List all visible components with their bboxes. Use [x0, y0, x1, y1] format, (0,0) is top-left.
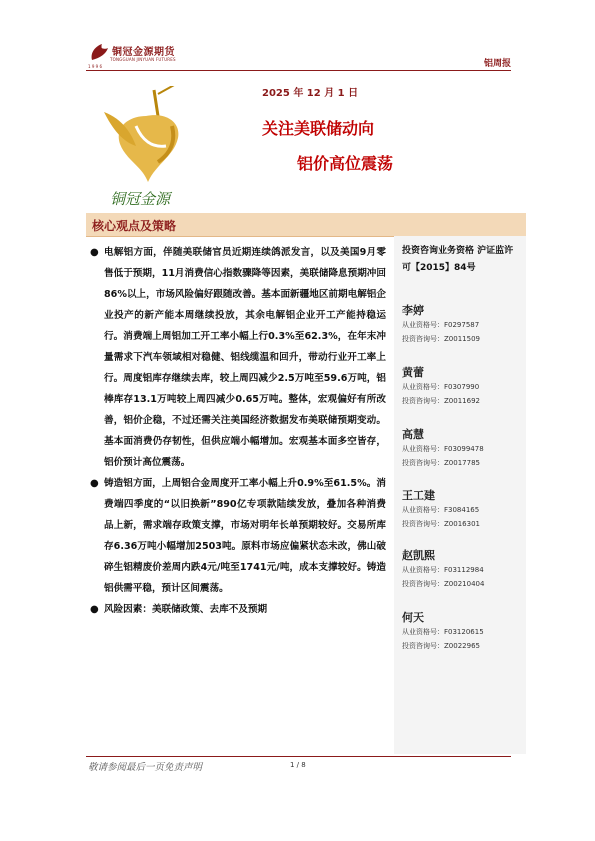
- footer-divider: [86, 756, 511, 757]
- advisor-number: Z00210404: [444, 580, 485, 588]
- advisor-line: [402, 578, 522, 591]
- advisor-label: 投资咨询号：: [402, 580, 444, 588]
- qual-label: 从业资格号：: [402, 506, 444, 514]
- logo-year: 1 9 9 6: [88, 64, 102, 69]
- qual-number: F3084165: [444, 506, 480, 514]
- analyst-name: 黄蕾: [402, 366, 424, 379]
- qual-line: [402, 626, 522, 639]
- qual-number: F03120615: [444, 628, 484, 636]
- company-name-cn: 铜冠金源期货: [112, 47, 175, 58]
- qual-line: [402, 564, 522, 577]
- qual-label: 从业资格号：: [402, 566, 444, 574]
- report-type-label: 铝周报: [483, 59, 511, 69]
- analyst-name: 李婷: [402, 304, 424, 317]
- analyst-sidebar: [394, 236, 526, 754]
- analyst-card: [402, 489, 522, 531]
- bullet-icon: ●: [90, 247, 99, 258]
- qual-label: 从业资格号：: [402, 383, 444, 391]
- page-number: 1 / 8: [290, 761, 306, 769]
- qual-number: F0307990: [444, 383, 480, 391]
- advisor-number: Z0011509: [444, 335, 480, 343]
- analyst-name: 何天: [402, 611, 424, 624]
- analyst-card: [402, 549, 522, 591]
- report-title-line1: 关注美联储动向: [262, 119, 375, 138]
- analyst-name: 赵凯熙: [402, 549, 435, 562]
- logo-caption: 铜冠金源: [110, 190, 171, 208]
- qual-label: 从业资格号：: [402, 628, 444, 636]
- advisor-label: 投资咨询号：: [402, 459, 444, 467]
- analyst-name: 王工建: [402, 489, 435, 502]
- header-divider: [86, 70, 511, 71]
- bullet-aluminum: [88, 242, 386, 473]
- bullet-risk: [88, 599, 386, 620]
- qual-line: [402, 319, 522, 332]
- company-logo: [88, 40, 188, 70]
- bullet-icon: ●: [90, 604, 99, 615]
- bullet-text: 电解铝方面，伴随美联储官员近期连续鸽派发言，以及美国9月零售低于预期，11月消费信心指数骤降等因素，美联储降息预期冲回86%以上，市场风险偏好跟随改善。基本面新疆地区前期电解铝企业投产的新产能本周继续投放，其余电解铝企业开工产能持稳运行。消费端上周铝加工开工率小幅上行0.3%至62.3%，在年末冲量需求下汽车领域相对稳健、铝线缆温和回升，带动行业开工率上行。周度铝库存继续去库，较上周四减少2.5万吨至59.6万吨，铝棒库存13.1万吨较上周四减少0.65万吨。整体，宏观偏好有所改善，铝价企稳，不过还需关注美国经济数据发布美联储预期变动。基本面消费仍存韧性，但供应端小幅增加。宏观基本面多空皆存，铝价预计高位震荡。: [104, 247, 386, 468]
- qualification-text: 投资咨询业务资格 沪证监许可【2015】84号: [402, 246, 514, 273]
- advisor-number: Z0016301: [444, 520, 480, 528]
- advisor-line: [402, 640, 522, 653]
- company-name-en: TONGGUAN JINYUAN FUTURES: [110, 57, 176, 62]
- core-views-body: [88, 242, 386, 620]
- analyst-card: [402, 366, 522, 408]
- qual-number: F03099478: [444, 445, 484, 453]
- advisor-line: [402, 518, 522, 531]
- qual-line: [402, 504, 522, 517]
- qual-number: F0297587: [444, 321, 480, 329]
- advisor-number: Z0022965: [444, 642, 480, 650]
- report-date: 2025 年 12 月 1 日: [262, 88, 359, 99]
- calligraphy-logo-image: [96, 86, 206, 216]
- analyst-name: 高慧: [402, 428, 424, 441]
- bullet-text: 铸造铝方面，上周铝合金周度开工率小幅上升0.9%至61.5%。消费端四季度的“以旧换新”890亿专项款陆续发放，叠加各种消费品上新，需求端存政策支撑，市场对明年长单预期较好。交易所库存6.36万吨小幅增加2503吨。原料市场应偏紧状态未改，佛山破碎生铝精废价差周内跌4元/吨至1741元/吨，成本支撑较好。铸造铝供需平稳，预计区间震荡。: [104, 478, 386, 594]
- bullet-text: 风险因素：美联储政策、去库不及预期: [104, 604, 268, 615]
- section-header: [86, 213, 526, 237]
- analyst-card: [402, 304, 522, 346]
- advisor-line: [402, 333, 522, 346]
- analyst-card: [402, 428, 522, 470]
- advisor-label: 投资咨询号：: [402, 642, 444, 650]
- qual-label: 从业资格号：: [402, 445, 444, 453]
- advisor-line: [402, 395, 522, 408]
- advisor-label: 投资咨询号：: [402, 520, 444, 528]
- report-title-line2: 铝价高位震荡: [297, 154, 394, 173]
- advisor-label: 投资咨询号：: [402, 335, 444, 343]
- qual-number: F03112984: [444, 566, 484, 574]
- qual-label: 从业资格号：: [402, 321, 444, 329]
- qual-line: [402, 443, 522, 456]
- advisor-line: [402, 457, 522, 470]
- advisor-number: Z0011692: [444, 397, 480, 405]
- company-emblem-icon: [88, 40, 112, 66]
- section-title: 核心观点及策略: [92, 219, 177, 233]
- advisor-label: 投资咨询号：: [402, 397, 444, 405]
- qual-line: [402, 381, 522, 394]
- advisor-number: Z0017785: [444, 459, 480, 467]
- analyst-card: [402, 611, 522, 653]
- bullet-cast-aluminum: [88, 473, 386, 599]
- disclaimer-note: 敬请参阅最后一页免责声明: [88, 762, 203, 773]
- bullet-icon: ●: [90, 478, 99, 489]
